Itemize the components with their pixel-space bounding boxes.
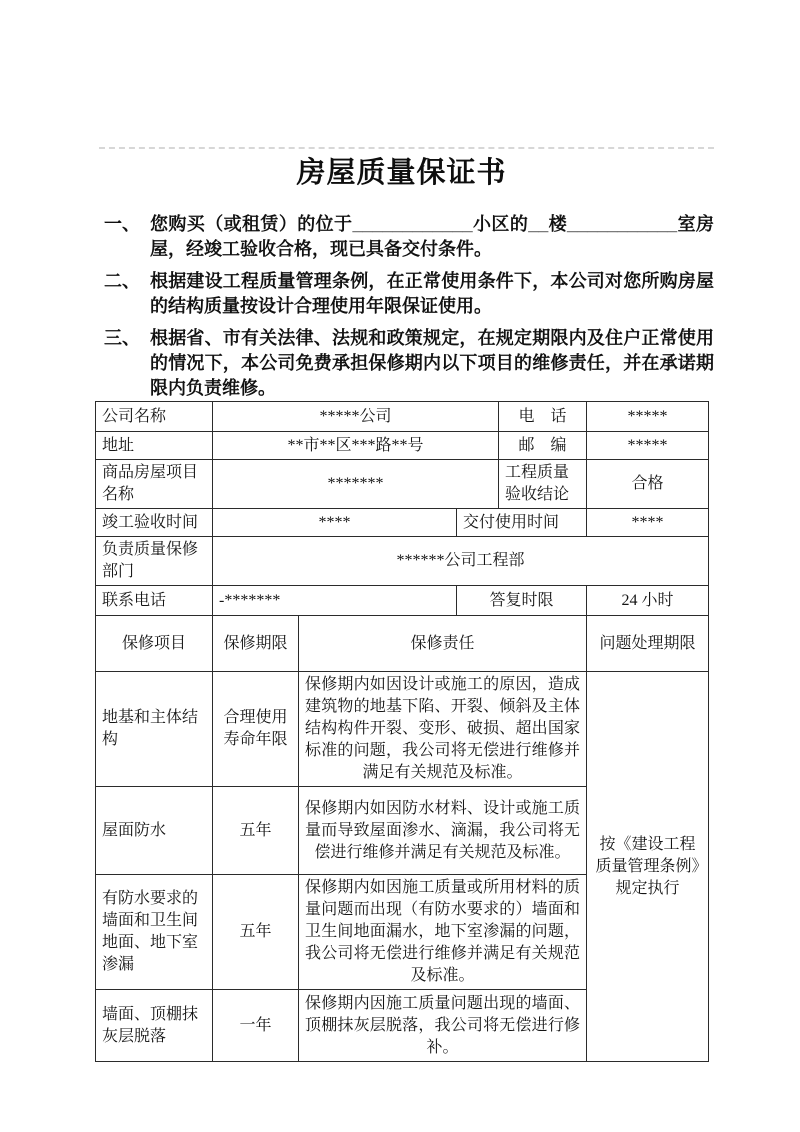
table-row [96,509,709,537]
warranty-responsibility: 保修期内如因防水材料、设计或施工质量而导致屋面渗水、滴漏，我公司将无偿进行维修并满足有关规范及标准。 [299,787,587,875]
phone-label: 电 话 [499,402,587,432]
warranty-period-header: 保修期限 [213,616,299,672]
intro-item-2 [104,269,714,319]
warranty-dept-value: ******公司工程部 [213,537,709,586]
address-label: 地址 [96,432,213,460]
contact-phone-label: 联系电话 [96,586,213,616]
reply-limit-label: 答复时限 [457,586,587,616]
postcode-label: 邮 编 [499,432,587,460]
intro-item-number: 一、 [104,214,140,234]
warranty-responsibility: 保修期内如因施工质量或所用材料的质量问题而出现（有防水要求的）墙面和卫生间地面漏水，地下室渗漏的问题，我公司将无偿进行维修并满足有关规范及标准。 [299,875,587,990]
contact-phone-value: -******* [213,586,457,616]
company-name-value: *****公司 [213,402,499,432]
guarantee-table [95,401,709,1062]
intro-item-3 [104,326,714,401]
warranty-item: 屋面防水 [96,787,213,875]
project-name-value: ******* [213,460,499,509]
warranty-period: 一年 [213,990,299,1062]
warranty-responsibility-header: 保修责任 [299,616,587,672]
intro-item-text: 您购买（或租赁）的位于____________小区的__楼___________室房屋，经竣工验收合格，现已具备交付条件。 [150,214,714,259]
warranty-row-foundation [96,672,709,787]
intro-item-number: 二、 [104,271,140,291]
intro-item-text: 根据建设工程质量管理条例，在正常使用条件下，本公司对您所购房屋的结构质量按设计合理使用年限保证使用。 [150,271,714,316]
delivery-time-value: **** [587,509,709,537]
warranty-dept-label: 负责质量保修部门 [96,537,213,586]
completion-time-label: 竣工验收时间 [96,509,213,537]
warranty-period: 五年 [213,875,299,990]
company-name-label: 公司名称 [96,402,213,432]
warranty-period: 五年 [213,787,299,875]
table-row [96,432,709,460]
postcode-value: ***** [587,432,709,460]
warranty-header-row [96,616,709,672]
phone-value: ***** [587,402,709,432]
intro-paragraphs [104,212,714,408]
warranty-item: 有防水要求的墙面和卫生间地面、地下室渗漏 [96,875,213,990]
table-row [96,460,709,509]
warranty-period: 合理使用寿命年限 [213,672,299,787]
inspection-result-value: 合格 [587,460,709,509]
project-name-label: 商品房屋项目名称 [96,460,213,509]
warranty-responsibility: 保修期内如因设计或施工的原因，造成建筑物的地基下陷、开裂、倾斜及主体结构构件开裂、变形、破损、超出国家标准的问题，我公司将无偿进行维修并满足有关规范及标准。 [299,672,587,787]
warranty-responsibility: 保修期内因施工质量问题出现的墙面、顶棚抹灰层脱落，我公司将无偿进行修补。 [299,990,587,1062]
delivery-time-label: 交付使用时间 [457,509,587,537]
inspection-result-label: 工程质量验收结论 [499,460,587,509]
intro-item-number: 三、 [104,328,140,348]
warranty-item: 墙面、顶棚抹灰层脱落 [96,990,213,1062]
table-row [96,402,709,432]
address-value: **市**区***路**号 [213,432,499,460]
table-row [96,537,709,586]
page-title: 房屋质量保证书 [296,157,507,189]
intro-item-1 [104,212,714,262]
completion-time-value: **** [213,509,457,537]
page-break-divider [99,147,714,149]
reply-limit-value: 24 小时 [587,586,709,616]
warranty-item-header: 保修项目 [96,616,213,672]
deadline-note: 按《建设工程质量管理条例》规定执行 [587,672,709,1062]
warranty-item: 地基和主体结构 [96,672,213,787]
table-row [96,586,709,616]
intro-item-text: 根据省、市有关法律、法规和政策规定，在规定期限内及住户正常使用的情况下，本公司免费承担保修期内以下项目的维修责任，并在承诺期限内负责维修。 [150,328,714,398]
warranty-deadline-header: 问题处理期限 [587,616,709,672]
